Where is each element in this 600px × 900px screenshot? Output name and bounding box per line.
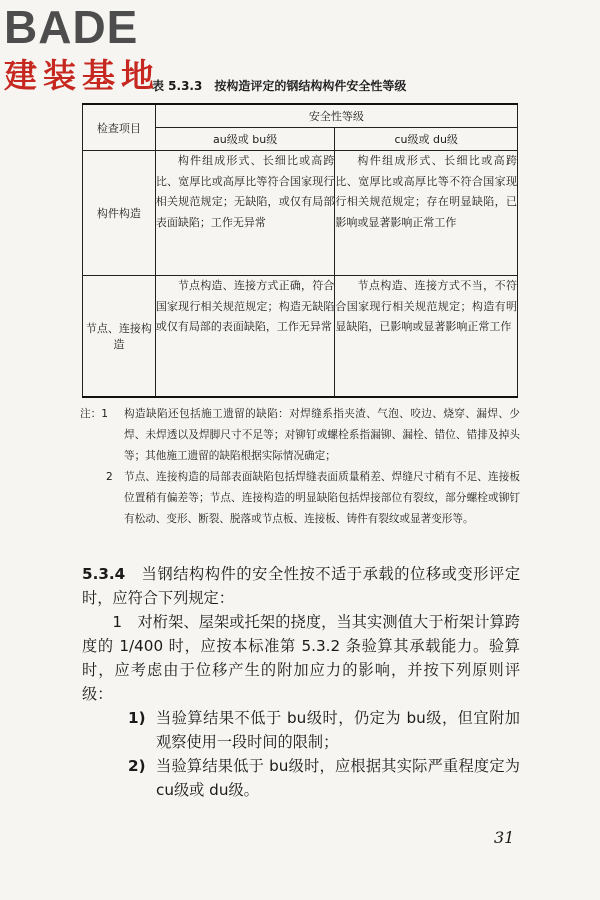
header-grade-a-b: au级或 bu级	[155, 128, 335, 151]
header-check-item: 检查项目	[83, 104, 156, 151]
cell-grade-a-b: 构件组成形式、长细比或高跨比、宽厚比或高厚比等符合国家现行相关规范规定；无缺陷，或仅有局部表面缺陷；工作无异常	[155, 151, 335, 276]
note-item	[80, 467, 520, 530]
logo-wordmark: BADE	[4, 1, 139, 53]
list-item-number: 2)	[128, 757, 146, 775]
cell-grade-a-b: 节点构造、连接方式正确，符合国家现行相关规范规定；构造无缺陷或仅有局部的表面缺陷，工作无异常	[155, 276, 335, 397]
note-text: 构造缺陷还包括施工遗留的缺陷：对焊缝系指夹渣、气泡、咬边、烧穿、漏焊、少焊、未焊透以及焊脚尺寸不足等；对铆钉或螺栓系指漏铆、漏栓、错位、错排及掉头等；其他施工遗留的缺陷根据实际情况确定；	[124, 408, 520, 462]
notes-label: 注：	[80, 408, 102, 420]
section-5-3-4	[82, 562, 520, 802]
cell-grade-c-d: 构件组成形式、长细比或高跨比、宽厚比或高厚比等不符合国家现行相关规范规定；存在明显缺陷，已影响或显著影响正常工作	[335, 151, 518, 276]
table-row	[83, 276, 518, 397]
note-number: 2	[106, 471, 113, 483]
row-label: 节点、连接构造	[83, 276, 156, 397]
table-caption: 表 5.3.3 按构造评定的钢结构构件安全性等级	[152, 79, 407, 93]
section-intro-text: 当钢结构构件的安全性按不适于承载的位移或变形评定时，应符合下列规定：	[82, 565, 521, 607]
list-item	[128, 706, 520, 754]
list-item-text: 当验算结果低于 bu级时，应根据其实际严重程度定为 cu级或 du级。	[156, 757, 520, 799]
list-item-text: 当验算结果不低于 bu级时，仍定为 bu级，但宜附加观察使用一段时间的限制；	[156, 709, 520, 751]
section-number: 5.3.4	[82, 565, 126, 583]
note-text: 节点、连接构造的局部表面缺陷包括焊缝表面质量稍差、焊缝尺寸稍有不足、连接板位置稍有偏差等；节点、连接构造的明显缺陷包括焊接部位有裂纹，部分螺栓或铆钉有松动、变形、断裂、脱落或节点板、连接板、铸件有裂纹或显著变形等。	[124, 471, 520, 525]
note-number: 1	[101, 408, 108, 420]
row-label: 构件构造	[83, 151, 156, 276]
list-item	[128, 754, 520, 802]
table-notes	[80, 404, 520, 530]
note-item	[80, 404, 520, 467]
section-intro	[82, 562, 520, 610]
header-safety-grade: 安全性等级	[155, 104, 517, 128]
header-grade-c-d: cu级或 du级	[335, 128, 518, 151]
section-paragraph-1: 1 对桁架、屋架或托架的挠度，当其实测值大于桁架计算跨度的 1/400 时，应按本标准第 5.3.2 条验算其承载能力。验算时，应考虑由于位移产生的附加应力的影响，并按下列原则评级：	[82, 613, 520, 703]
logo-subtitle: 建装基地	[4, 56, 160, 95]
cell-grade-c-d: 节点构造、连接方式不当，不符合国家现行相关规范规定；构造有明显缺陷，已影响或显著影响正常工作	[335, 276, 518, 397]
page-number: 31	[494, 828, 515, 847]
table-row	[83, 151, 518, 276]
list-item-number: 1)	[128, 709, 146, 727]
safety-grade-table	[82, 103, 518, 398]
